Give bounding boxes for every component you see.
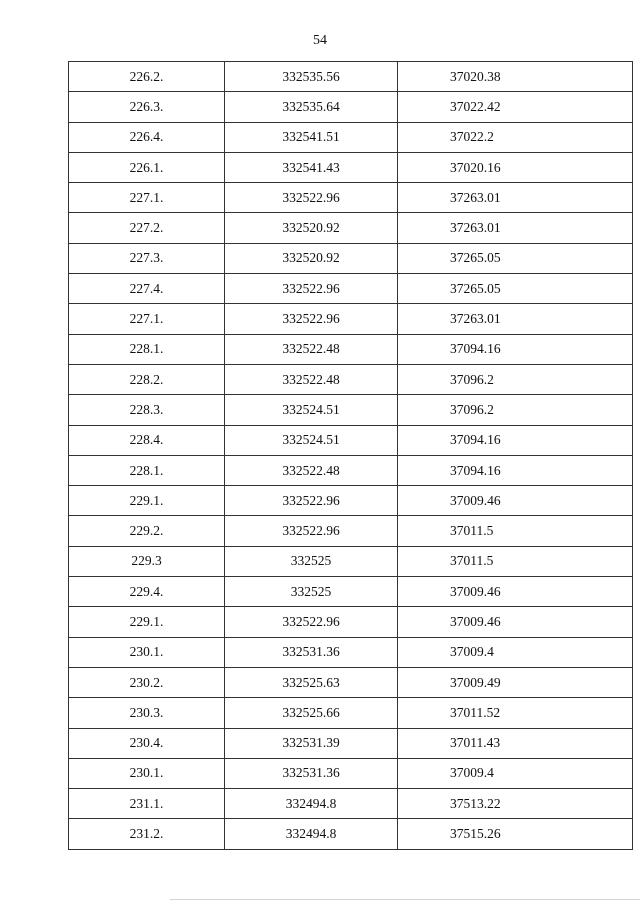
point-number-cell: 230.1. [69, 758, 225, 788]
point-number-cell: 226.2. [69, 62, 225, 92]
y-coordinate-cell: 37009.46 [398, 486, 633, 516]
table-row [69, 486, 633, 516]
x-coordinate-cell: 332524.51 [225, 425, 398, 455]
point-number-cell: 229.3 [69, 546, 225, 576]
y-coordinate-cell: 37094.16 [398, 455, 633, 485]
y-coordinate-cell: 37513.22 [398, 789, 633, 819]
point-number-cell: 226.1. [69, 152, 225, 182]
x-coordinate-cell: 332525 [225, 577, 398, 607]
table-row [69, 395, 633, 425]
bottom-rule [170, 899, 640, 900]
point-number-cell: 230.2. [69, 667, 225, 697]
point-number-cell: 226.3. [69, 92, 225, 122]
y-coordinate-cell: 37009.4 [398, 758, 633, 788]
table-row [69, 577, 633, 607]
point-number-cell: 230.1. [69, 637, 225, 667]
table-row [69, 425, 633, 455]
point-number-cell: 231.2. [69, 819, 225, 849]
x-coordinate-cell: 332541.43 [225, 152, 398, 182]
x-coordinate-cell: 332531.39 [225, 728, 398, 758]
x-coordinate-cell: 332522.48 [225, 364, 398, 394]
point-number-cell: 229.1. [69, 486, 225, 516]
table-row [69, 334, 633, 364]
y-coordinate-cell: 37020.38 [398, 62, 633, 92]
table-row [69, 728, 633, 758]
y-coordinate-cell: 37263.01 [398, 213, 633, 243]
y-coordinate-cell: 37020.16 [398, 152, 633, 182]
table-row [69, 213, 633, 243]
x-coordinate-cell: 332520.92 [225, 243, 398, 273]
y-coordinate-cell: 37009.46 [398, 607, 633, 637]
x-coordinate-cell: 332524.51 [225, 395, 398, 425]
point-number-cell: 228.3. [69, 395, 225, 425]
table-row [69, 455, 633, 485]
x-coordinate-cell: 332522.96 [225, 607, 398, 637]
table-row [69, 789, 633, 819]
table-row [69, 607, 633, 637]
table-row [69, 243, 633, 273]
y-coordinate-cell: 37009.4 [398, 637, 633, 667]
point-number-cell: 228.2. [69, 364, 225, 394]
coordinates-table [68, 61, 633, 850]
x-coordinate-cell: 332525 [225, 546, 398, 576]
x-coordinate-cell: 332525.66 [225, 698, 398, 728]
table-row [69, 667, 633, 697]
table-row [69, 364, 633, 394]
x-coordinate-cell: 332520.92 [225, 213, 398, 243]
y-coordinate-cell: 37265.05 [398, 274, 633, 304]
point-number-cell: 228.1. [69, 334, 225, 364]
y-coordinate-cell: 37094.16 [398, 334, 633, 364]
y-coordinate-cell: 37011.5 [398, 546, 633, 576]
y-coordinate-cell: 37022.42 [398, 92, 633, 122]
point-number-cell: 227.1. [69, 304, 225, 334]
y-coordinate-cell: 37263.01 [398, 183, 633, 213]
point-number-cell: 231.1. [69, 789, 225, 819]
y-coordinate-cell: 37011.43 [398, 728, 633, 758]
x-coordinate-cell: 332522.48 [225, 334, 398, 364]
table-row [69, 62, 633, 92]
table-row [69, 516, 633, 546]
y-coordinate-cell: 37022.2 [398, 122, 633, 152]
point-number-cell: 228.4. [69, 425, 225, 455]
y-coordinate-cell: 37263.01 [398, 304, 633, 334]
x-coordinate-cell: 332522.96 [225, 304, 398, 334]
x-coordinate-cell: 332535.64 [225, 92, 398, 122]
table-row [69, 758, 633, 788]
point-number-cell: 230.3. [69, 698, 225, 728]
point-number-cell: 229.1. [69, 607, 225, 637]
point-number-cell: 228.1. [69, 455, 225, 485]
x-coordinate-cell: 332525.63 [225, 667, 398, 697]
table-row [69, 274, 633, 304]
y-coordinate-cell: 37011.52 [398, 698, 633, 728]
x-coordinate-cell: 332494.8 [225, 789, 398, 819]
y-coordinate-cell: 37009.46 [398, 577, 633, 607]
table-row [69, 183, 633, 213]
x-coordinate-cell: 332522.96 [225, 274, 398, 304]
table-row [69, 152, 633, 182]
y-coordinate-cell: 37096.2 [398, 395, 633, 425]
x-coordinate-cell: 332541.51 [225, 122, 398, 152]
table-row [69, 92, 633, 122]
table-row [69, 637, 633, 667]
x-coordinate-cell: 332522.96 [225, 183, 398, 213]
x-coordinate-cell: 332522.96 [225, 516, 398, 546]
x-coordinate-cell: 332531.36 [225, 637, 398, 667]
x-coordinate-cell: 332522.96 [225, 486, 398, 516]
coordinates-table-body [69, 62, 633, 850]
point-number-cell: 227.4. [69, 274, 225, 304]
point-number-cell: 227.2. [69, 213, 225, 243]
x-coordinate-cell: 332494.8 [225, 819, 398, 849]
y-coordinate-cell: 37265.05 [398, 243, 633, 273]
x-coordinate-cell: 332531.36 [225, 758, 398, 788]
y-coordinate-cell: 37094.16 [398, 425, 633, 455]
table-row [69, 122, 633, 152]
point-number-cell: 229.4. [69, 577, 225, 607]
point-number-cell: 226.4. [69, 122, 225, 152]
point-number-cell: 229.2. [69, 516, 225, 546]
point-number-cell: 227.1. [69, 183, 225, 213]
y-coordinate-cell: 37011.5 [398, 516, 633, 546]
page-number: 54 [313, 33, 327, 48]
point-number-cell: 227.3. [69, 243, 225, 273]
y-coordinate-cell: 37009.49 [398, 667, 633, 697]
x-coordinate-cell: 332535.56 [225, 62, 398, 92]
table-row [69, 546, 633, 576]
table-row [69, 698, 633, 728]
x-coordinate-cell: 332522.48 [225, 455, 398, 485]
table-row [69, 819, 633, 849]
y-coordinate-cell: 37096.2 [398, 364, 633, 394]
table-row [69, 304, 633, 334]
y-coordinate-cell: 37515.26 [398, 819, 633, 849]
point-number-cell: 230.4. [69, 728, 225, 758]
